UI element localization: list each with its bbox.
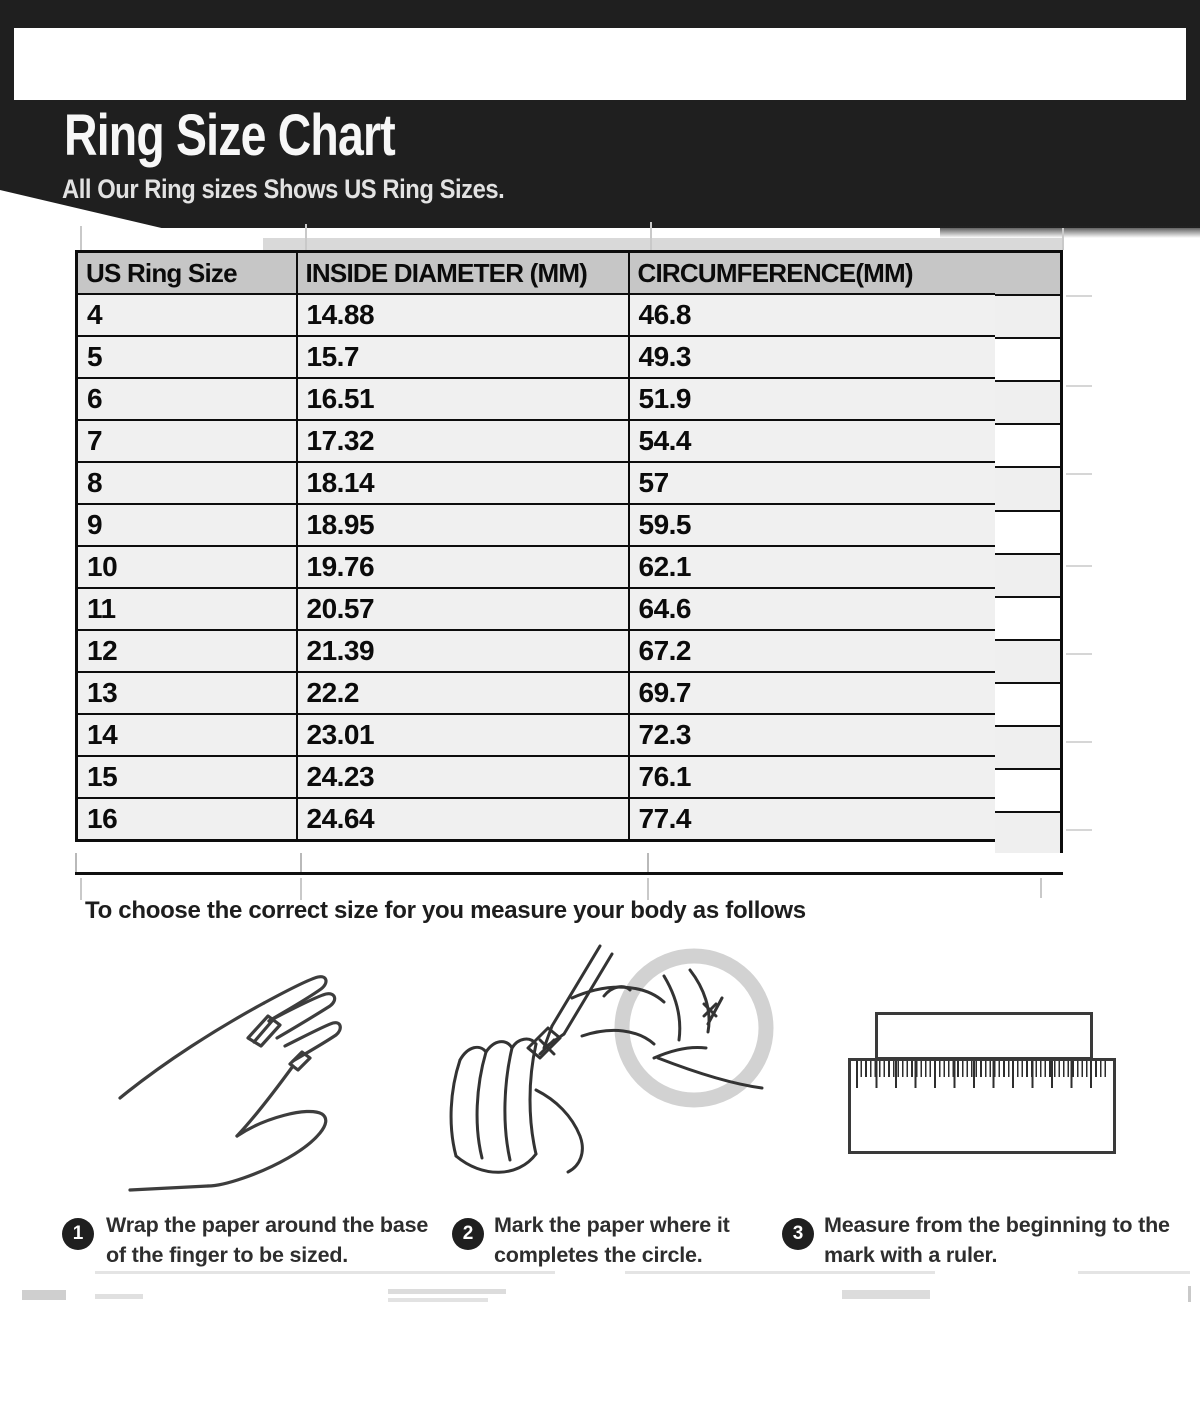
table-cell: 16 — [77, 798, 297, 841]
table-cell: 10 — [77, 546, 297, 588]
gridline-stub — [1066, 473, 1092, 475]
step-1-number-badge: 1 — [62, 1218, 94, 1250]
spreadsheet-empty-cell — [995, 512, 1060, 555]
pen-marking-line-art — [432, 940, 782, 1198]
step-1-text: Wrap the paper around the base of the finger to be sized. — [106, 1213, 429, 1267]
table-cell: 11 — [77, 588, 297, 630]
table-cell: 12 — [77, 630, 297, 672]
table-header-row — [77, 252, 997, 295]
measure-instruction-heading: To choose the correct size for you measure your body as follows — [85, 897, 806, 924]
spreadsheet-empty-cell — [995, 684, 1060, 727]
gridline-stub — [75, 853, 77, 872]
table-cell: 69.7 — [629, 672, 997, 714]
gridline-stub — [1066, 565, 1092, 567]
table-bottom-empty-row — [75, 853, 1063, 875]
column-header: US Ring Size — [77, 252, 297, 295]
table-row — [77, 672, 997, 714]
gridline-stub — [1062, 228, 1064, 250]
table-cell: 9 — [77, 504, 297, 546]
gridline-stub — [1066, 741, 1092, 743]
decorative-mark — [388, 1289, 506, 1294]
table-cell: 14.88 — [297, 294, 629, 336]
table-cell: 76.1 — [629, 756, 997, 798]
right-edge-band — [1186, 0, 1200, 104]
decorative-mark — [842, 1290, 930, 1299]
spreadsheet-empty-cell — [995, 296, 1060, 339]
spreadsheet-empty-cell — [995, 813, 1060, 856]
page-subtitle: All Our Ring sizes Shows US Ring Sizes. — [62, 174, 505, 204]
table-cell: 57 — [629, 462, 997, 504]
spreadsheet-empty-cell — [995, 425, 1060, 468]
table-cell: 14 — [77, 714, 297, 756]
top-white-strip — [14, 28, 1186, 100]
table-cell: 19.76 — [297, 546, 629, 588]
table-row — [77, 798, 997, 841]
table-row — [77, 546, 997, 588]
table-cell: 49.3 — [629, 336, 997, 378]
table-row — [77, 630, 997, 672]
gridline-stub — [650, 222, 652, 250]
decorative-mark — [625, 1271, 935, 1274]
table-cell: 77.4 — [629, 798, 997, 841]
spreadsheet-empty-cell — [995, 641, 1060, 684]
table-cell: 13 — [77, 672, 297, 714]
spreadsheet-empty-cell — [995, 253, 1060, 296]
spreadsheet-extra-column — [995, 250, 1063, 875]
step-2-text: Mark the paper where it completes the circle. — [494, 1213, 730, 1267]
table-cell: 67.2 — [629, 630, 997, 672]
table-row — [77, 504, 997, 546]
table-cell: 5 — [77, 336, 297, 378]
table-cell: 24.23 — [297, 756, 629, 798]
decorative-mark — [1188, 1286, 1191, 1302]
step-3-text: Measure from the beginning to the mark with a ruler. — [824, 1213, 1170, 1267]
paper-strip — [875, 1012, 1093, 1060]
table-cell: 4 — [77, 294, 297, 336]
spreadsheet-empty-cell — [995, 468, 1060, 511]
gridline-stub — [1066, 653, 1092, 655]
table-cell: 21.39 — [297, 630, 629, 672]
table-cell: 59.5 — [629, 504, 997, 546]
table-cell: 20.57 — [297, 588, 629, 630]
table-cell: 18.95 — [297, 504, 629, 546]
ruler-measuring-paper-illustration — [845, 1002, 1125, 1162]
gridline-stub — [80, 226, 82, 250]
step-2-number-badge: 2 — [452, 1218, 484, 1250]
table-row — [77, 378, 997, 420]
table-cell: 15 — [77, 756, 297, 798]
column-header: INSIDE DIAMETER (MM) — [297, 252, 629, 295]
table-cell: 22.2 — [297, 672, 629, 714]
table-row — [77, 420, 997, 462]
table-row — [77, 336, 997, 378]
gridline-stub — [1040, 878, 1042, 898]
table-cell: 24.64 — [297, 798, 629, 841]
gridline-stub — [647, 853, 649, 872]
spreadsheet-empty-cell — [995, 727, 1060, 770]
spreadsheet-empty-cell — [995, 770, 1060, 813]
gridline-stub — [305, 224, 307, 250]
gridline-stub — [300, 853, 302, 872]
decorative-mark — [1078, 1271, 1190, 1274]
table-row — [77, 756, 997, 798]
hand-with-paper-strip-illustration — [112, 946, 368, 1194]
hand-line-art — [112, 946, 368, 1194]
table-cell: 62.1 — [629, 546, 997, 588]
table-cell: 8 — [77, 462, 297, 504]
table-row — [77, 462, 997, 504]
table-cell: 6 — [77, 378, 297, 420]
banner-bottom-fade — [940, 226, 1200, 238]
ring-size-table-container — [75, 250, 995, 842]
table-row — [77, 714, 997, 756]
gridline-stub — [1066, 295, 1092, 297]
table-cell: 16.51 — [297, 378, 629, 420]
step-3-number-badge: 3 — [782, 1218, 814, 1250]
table-cell: 46.8 — [629, 294, 997, 336]
table-cell: 18.14 — [297, 462, 629, 504]
decorative-mark — [388, 1298, 488, 1302]
table-row — [77, 294, 997, 336]
spreadsheet-empty-cell — [995, 339, 1060, 382]
table-cell: 64.6 — [629, 588, 997, 630]
page-title: Ring Size Chart — [64, 103, 395, 168]
table-cell: 17.32 — [297, 420, 629, 462]
gridline-stub — [80, 878, 82, 900]
decorative-mark — [95, 1294, 143, 1299]
gridline-stub — [1066, 829, 1092, 831]
table-cell: 23.01 — [297, 714, 629, 756]
table-cell: 15.7 — [297, 336, 629, 378]
ring-size-table — [75, 250, 998, 842]
table-cell: 7 — [77, 420, 297, 462]
column-header: CIRCUMFERENCE(MM) — [629, 252, 997, 295]
table-cell: 51.9 — [629, 378, 997, 420]
top-border-band — [0, 0, 1200, 28]
ruler — [848, 1058, 1116, 1154]
ruler-minor-ticks — [856, 1061, 1108, 1077]
table-row — [77, 588, 997, 630]
decorative-mark — [22, 1290, 66, 1300]
spreadsheet-empty-cell — [995, 555, 1060, 598]
decorative-mark — [95, 1271, 555, 1274]
header-banner — [0, 100, 1200, 228]
spreadsheet-empty-cell — [995, 382, 1060, 425]
table-cell: 54.4 — [629, 420, 997, 462]
gridline-stub — [1066, 385, 1092, 387]
spreadsheet-empty-cell — [995, 598, 1060, 641]
table-cell: 72.3 — [629, 714, 997, 756]
hand-marking-paper-with-pen-illustration — [432, 940, 782, 1198]
